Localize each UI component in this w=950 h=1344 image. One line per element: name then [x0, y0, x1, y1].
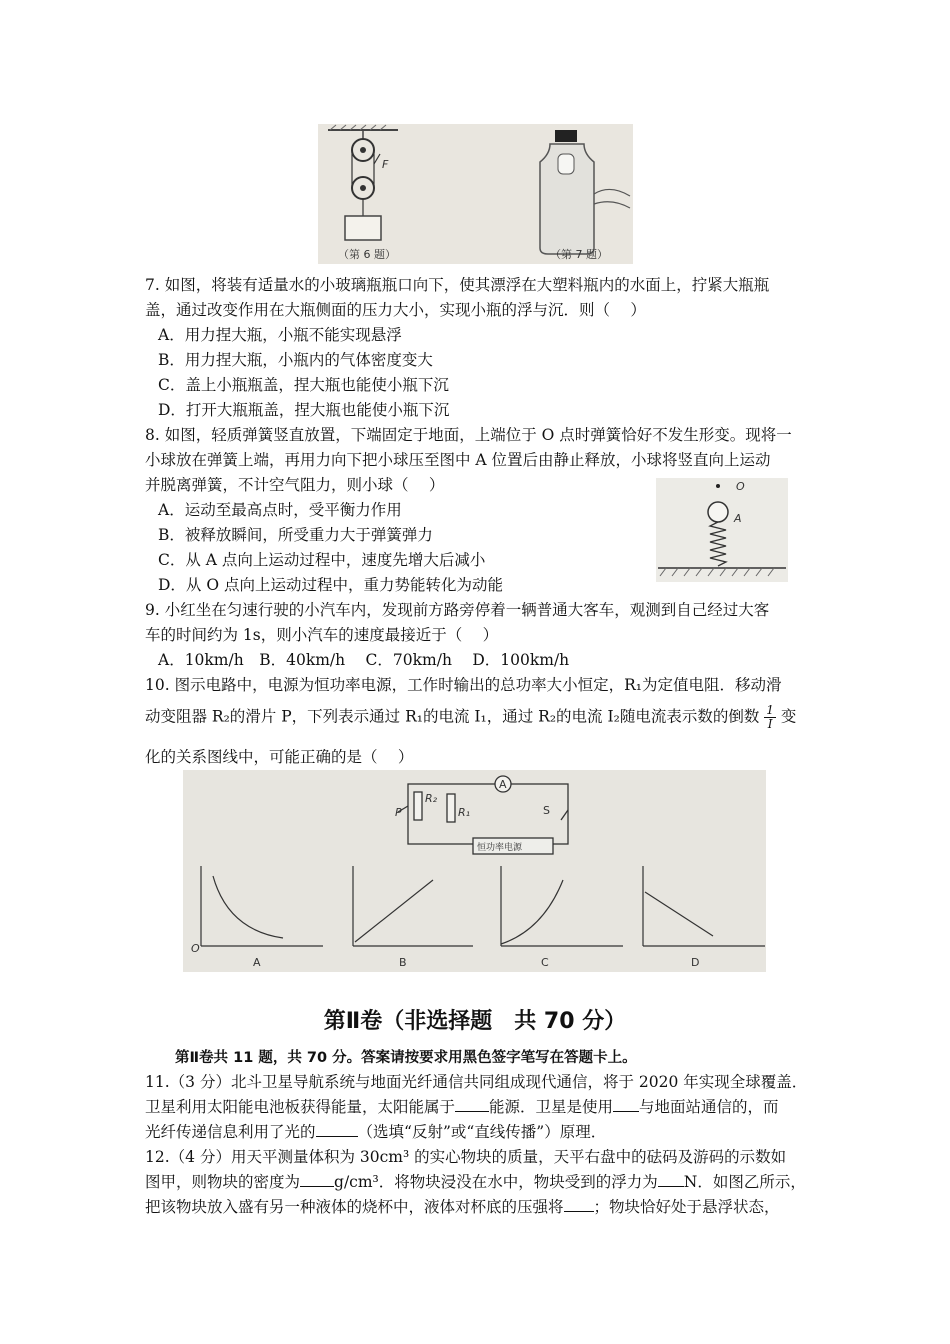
answer-blank[interactable]	[613, 1096, 639, 1112]
r1-label: R₁	[458, 806, 471, 819]
q10-stem-line2	[145, 704, 796, 731]
point-o-label: O	[736, 480, 745, 493]
figure-7-caption: （第 7 题）	[550, 248, 608, 261]
q11-stem-line1: 11.（3 分）北斗卫星导航系统与地面光纤通信共同组成现代通信，将于 2020 年实现全球覆盖．	[145, 1073, 808, 1091]
graph-a-label: A	[253, 956, 261, 969]
answer-blank[interactable]	[564, 1196, 594, 1212]
q12-line2-part1: 图甲，则物块的密度为	[145, 1173, 301, 1191]
pulley-and-bottle-illustration	[318, 124, 633, 264]
q12-line2-part2: g/cm³．将物块浸没在水中，物块受到的浮力为	[334, 1173, 658, 1191]
q12-stem-line2	[145, 1171, 806, 1193]
q7-option-d: D．打开大瓶瓶盖，捏大瓶也能使小瓶下沉	[158, 401, 450, 419]
point-a-label: A	[734, 512, 742, 525]
figure-q8-spring	[656, 478, 788, 582]
graph-c-label: C	[541, 956, 549, 969]
q12-stem-line1: 12.（4 分）用天平测量体积为 30cm³ 的实心物块的质量，天平右盘中的砝码及游码的示数如	[145, 1148, 787, 1166]
spring-illustration	[656, 478, 788, 582]
q8-option-a: A．运动至最高点时，受平衡力作用	[158, 501, 402, 519]
q11-line2-part1: 卫星利用太阳能电池板获得能量，太阳能属于	[145, 1098, 456, 1116]
r2-label: R₂	[425, 792, 438, 805]
switch-s-label: S	[543, 804, 550, 817]
figure-6-caption: （第 6 题）	[338, 248, 396, 261]
circuit-and-graphs-illustration	[183, 770, 766, 972]
q8-stem-line2: 小球放在弹簧上端，再用力向下把小球压至图中 A 位置后由静止释放，小球将竖直向上运动	[145, 451, 771, 469]
origin-label: O	[191, 942, 200, 955]
answer-blank[interactable]	[455, 1096, 489, 1112]
q12-line3-part1: 把该物块放入盛有另一种液体的烧杯中，液体对杯底的压强将	[145, 1198, 564, 1216]
q8-option-b: B．被释放瞬间，所受重力大于弹簧弹力	[158, 526, 433, 544]
q8-stem-line1: 8. 如图，轻质弹簧竖直放置，下端固定于地面，上端位于 O 点时弹簧恰好不发生形变。现将一	[145, 426, 792, 444]
q7-option-c: C．盖上小瓶瓶盖，捏大瓶也能使小瓶下沉	[158, 376, 449, 394]
q10-stem-line2-tail: 变	[780, 707, 797, 726]
power-source-label: 恒功率电源	[477, 843, 523, 853]
q7-option-a: A．用力捏大瓶，小瓶不能实现悬浮	[158, 326, 402, 344]
reciprocal-fraction	[764, 704, 776, 731]
q11-line3-part2: （选填“反射”或“直线传播”）原理．	[357, 1123, 607, 1141]
q12-stem-line3	[145, 1196, 780, 1218]
q8-option-c: C．从 A 点向上运动过程中，速度先增大后减小	[158, 551, 486, 569]
q10-stem-line3: 化的关系图线中，可能正确的是（ ）	[145, 748, 414, 766]
q7-option-b: B．用力捏大瓶，小瓶内的气体密度变大	[158, 351, 433, 369]
section-title: 第Ⅱ卷（非选择题 共 70 分）	[323, 1009, 627, 1034]
q9-options: A．10km/h B．40km/h C．70km/h D．100km/h	[158, 651, 570, 669]
q9-stem-line2: 车的时间约为 1s，则小汽车的速度最接近于（ ）	[145, 626, 499, 644]
q10-stem-line1: 10. 图示电路中，电源为恒功率电源，工作时输出的总功率大小恒定，R₁为定值电阻．移动滑	[145, 676, 782, 694]
q9-stem-line1: 9. 小红坐在匀速行驶的小汽车内，发现前方路旁停着一辆普通大客车，观测到自己经过大客	[145, 601, 770, 619]
graph-d-label: D	[691, 956, 700, 969]
fraction-denominator: I	[767, 717, 773, 731]
q10-stem-line2-text: 动变阻器 R₂的滑片 P，下列表示通过 R₁的电流 I₁，通过 R₂的电流 I₂随电流表示数的倒数	[145, 707, 760, 726]
fraction-numerator: 1	[766, 703, 774, 717]
figure-q6-q7	[318, 124, 633, 264]
q12-line3-part2: ；物块恰好处于悬浮状态，	[593, 1198, 780, 1216]
q11-stem-line2	[145, 1096, 779, 1118]
ammeter-label: A	[499, 778, 507, 791]
section-instruction: 第Ⅱ卷共 11 题，共 70 分。答案请按要求用黑色签字笔写在答题卡上。	[175, 1050, 637, 1066]
graph-b-label: B	[399, 956, 407, 969]
q8-stem-line3: 并脱离弹簧，不计空气阻力，则小球（ ）	[145, 476, 445, 494]
force-label: F	[382, 158, 389, 171]
q11-line2-part2: 能源．卫星是使用	[489, 1098, 614, 1116]
figure-q10	[183, 770, 766, 972]
q11-stem-line3	[145, 1121, 606, 1143]
answer-blank[interactable]	[300, 1171, 334, 1187]
q11-line3-part1: 光纤传递信息利用了光的	[145, 1123, 316, 1141]
q11-line2-part3: 与地面站通信的，而	[639, 1098, 779, 1116]
slider-p-label: P	[395, 806, 402, 819]
q7-stem-line2: 盖，通过改变作用在大瓶侧面的压力大小，实现小瓶的浮与沉．则（ ）	[145, 301, 646, 319]
q8-option-d: D．从 O 点向上运动过程中，重力势能转化为动能	[158, 576, 503, 594]
q7-stem-line1: 7. 如图，将装有适量水的小玻璃瓶瓶口向下，使其漂浮在大塑料瓶内的水面上，拧紧大瓶瓶	[145, 276, 770, 294]
q12-line2-part3: N．如图乙所示，	[683, 1173, 806, 1191]
answer-blank[interactable]	[658, 1171, 684, 1187]
answer-blank[interactable]	[316, 1121, 358, 1137]
